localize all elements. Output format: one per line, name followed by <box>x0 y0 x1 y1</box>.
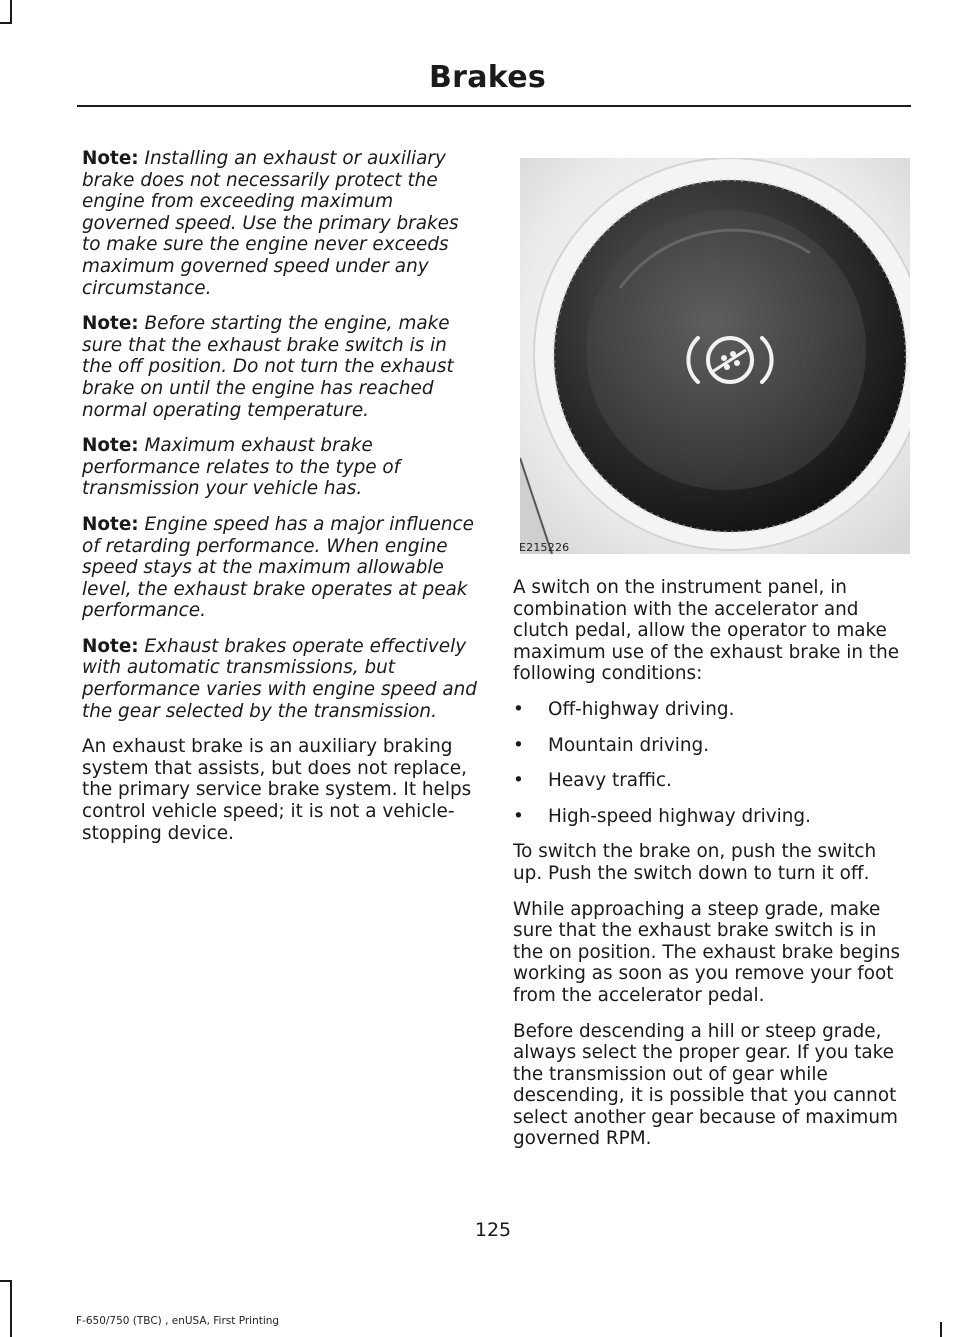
bullet-mark: • <box>513 805 524 827</box>
list-item-text: Mountain driving. <box>548 734 710 756</box>
crop-mark-top-left-h <box>0 22 12 24</box>
body-paragraph: An exhaust brake is an auxiliary braking system that assists, but does not replace, the primary service brake system. It helps control vehicle speed; it is not a vehicle-stopping device. <box>82 736 472 844</box>
crop-mark-bottom-left-h <box>0 1280 12 1282</box>
note-1 <box>82 148 477 299</box>
bullet-mark: • <box>513 770 524 792</box>
list-item-text: Heavy traffic. <box>548 770 672 792</box>
figure-code: E215226 <box>519 541 570 554</box>
list-item <box>513 735 911 757</box>
note-label: Note: <box>82 513 139 535</box>
note-label: Note: <box>82 148 139 169</box>
list-item <box>513 806 911 828</box>
page-title: Brakes <box>428 60 546 95</box>
note-text: Before starting the engine, make sure that the exhaust brake switch is in the off position. Do not turn the exhaust brake on until the engine has reached normal operating temperature. <box>82 313 454 421</box>
list-item <box>513 699 911 721</box>
paragraph-grade: While approaching a steep grade, make sure that the exhaust brake switch is in the on position. The exhaust brake begins working as soon as you remove your foot from the accelerator pedal. <box>513 898 901 1006</box>
bullet-mark: • <box>513 734 524 756</box>
bullet-mark: • <box>513 698 524 720</box>
intro-paragraph: A switch on the instrument panel, in combination with the accelerator and clutch pedal, allow the operator to make maximum use of the exhaust brake in the following conditions: <box>513 577 900 685</box>
exhaust-brake-switch-icon <box>520 158 910 554</box>
note-label: Note: <box>82 313 139 335</box>
exhaust-brake-switch-figure <box>520 158 910 554</box>
note-label: Note: <box>82 435 139 457</box>
crop-mark-bottom-right-v <box>940 1322 942 1337</box>
page-number: 125 <box>474 1219 512 1241</box>
note-text: Engine speed has a major influence of retarding performance. When engine speed stays at the maximum allowable level, the exhaust brake operates at peak performance. <box>82 513 474 622</box>
list-item-text: Off-highway driving. <box>548 698 735 720</box>
header-rule <box>77 105 911 107</box>
note-3 <box>82 435 477 500</box>
footer-text: F-650/750 (TBC) , enUSA, First Printing <box>76 1315 280 1327</box>
list-item <box>513 770 911 792</box>
conditions-list <box>513 699 911 827</box>
note-label: Note: <box>82 635 139 657</box>
note-5 <box>82 636 477 722</box>
right-column <box>513 577 911 1164</box>
note-text: Installing an exhaust or auxiliary brake does not necessarily protect the engine from exceeding maximum governed speed. Use the primary brakes to make sure the engine never exceeds maximum governed speed under any circumstance. <box>82 148 459 299</box>
crop-mark-bottom-left-v <box>10 1280 12 1337</box>
paragraph-descending: Before descending a hill or steep grade, always select the proper gear. If you take the transmission out of gear while descending, it is possible that you cannot select another gear because of maximum governed RPM. <box>513 1020 898 1150</box>
crop-mark-top-left-v <box>10 0 12 24</box>
list-item-text: High-speed highway driving. <box>548 805 811 827</box>
paragraph-switch: To switch the brake on, push the switch up. Push the switch down to turn it off. <box>513 841 877 884</box>
note-2 <box>82 313 477 421</box>
note-text: Exhaust brakes operate effectively with automatic transmissions, but performance varies with engine speed and the gear selected by the transmission. <box>82 635 477 722</box>
left-column <box>82 148 477 858</box>
note-text: Maximum exhaust brake performance relates to the type of transmission your vehicle has. <box>82 435 401 500</box>
note-4 <box>82 514 477 622</box>
